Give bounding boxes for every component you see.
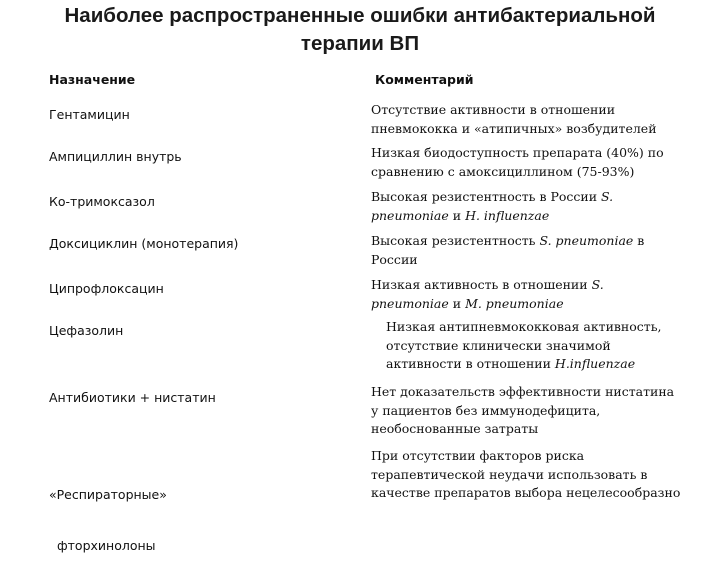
comment-line: pneumoniae и H. influenzae <box>371 207 550 223</box>
drug-line: «Респираторные» <box>49 487 167 502</box>
drug-line: фторхинолоны <box>49 538 156 553</box>
comment-line: у пациентов без иммунодефицита, <box>371 402 601 418</box>
comment-line: Высокая резистентность в России S. <box>371 189 614 204</box>
comment-cefazolin <box>386 318 662 374</box>
column-header-comment: Комментарий <box>375 72 474 87</box>
comment-line: России <box>371 251 418 267</box>
drug-co-trimoxazole: Ко-тримоксазол <box>49 194 155 209</box>
comment-line: Нет доказательств эффективности нистатина <box>371 384 675 399</box>
drug-cefazolin: Цефазолин <box>49 323 124 338</box>
comment-line: При отсутствии факторов риска <box>371 448 585 463</box>
drug-ampicillin-oral: Ампициллин внутрь <box>49 149 182 164</box>
comment-line: Отсутствие активности в отношении <box>371 102 616 117</box>
comment-gentamicin <box>371 101 657 138</box>
comment-line: Низкая активность в отношении S. <box>371 277 604 292</box>
drug-respiratory-fluoroquinolones <box>49 452 167 571</box>
column-header-drug: Назначение <box>49 72 136 87</box>
comment-ampicillin-oral <box>371 144 664 181</box>
title-line-1: Наиболее распространенные ошибки антибактериальной <box>64 4 656 27</box>
comment-line: Низкая антипневмококковая активность, <box>386 319 662 334</box>
drug-antibiotics-nystatin: Антибиотики + нистатин <box>49 390 216 405</box>
page-title <box>0 2 720 58</box>
comment-line: терапевтической неудачи использовать в <box>371 466 648 482</box>
comment-antibiotics-nystatin <box>371 383 674 439</box>
drug-gentamicin: Гентамицин <box>49 107 130 122</box>
comment-doxycycline <box>371 232 644 269</box>
comment-line: качестве препаратов выбора нецелесообразно <box>371 485 681 501</box>
comment-line: необоснованные затраты <box>371 421 539 437</box>
comment-co-trimoxazole <box>371 188 613 225</box>
comment-respiratory-fluoroquinolones <box>371 447 680 503</box>
comment-line: сравнению с амоксициллином (75-93%) <box>371 163 635 179</box>
comment-ciprofloxacin <box>371 276 604 313</box>
title-line-2: терапии ВП <box>300 32 420 55</box>
comment-line: pneumoniae и M. pneumoniae <box>371 295 564 311</box>
comment-line: Низкая биодоступность препарата (40%) по <box>371 145 664 160</box>
comment-line: пневмококка и «атипичных» возбудителей <box>371 120 657 136</box>
drug-ciprofloxacin: Ципрофлоксацин <box>49 281 164 296</box>
comment-line: Высокая резистентность S. pneumoniae в <box>371 233 645 248</box>
comment-line: активности в отношении H.influenzae <box>386 356 636 372</box>
drug-doxycycline: Доксициклин (монотерапия) <box>49 236 239 251</box>
comment-line: отсутствие клинически значимой <box>386 337 611 353</box>
